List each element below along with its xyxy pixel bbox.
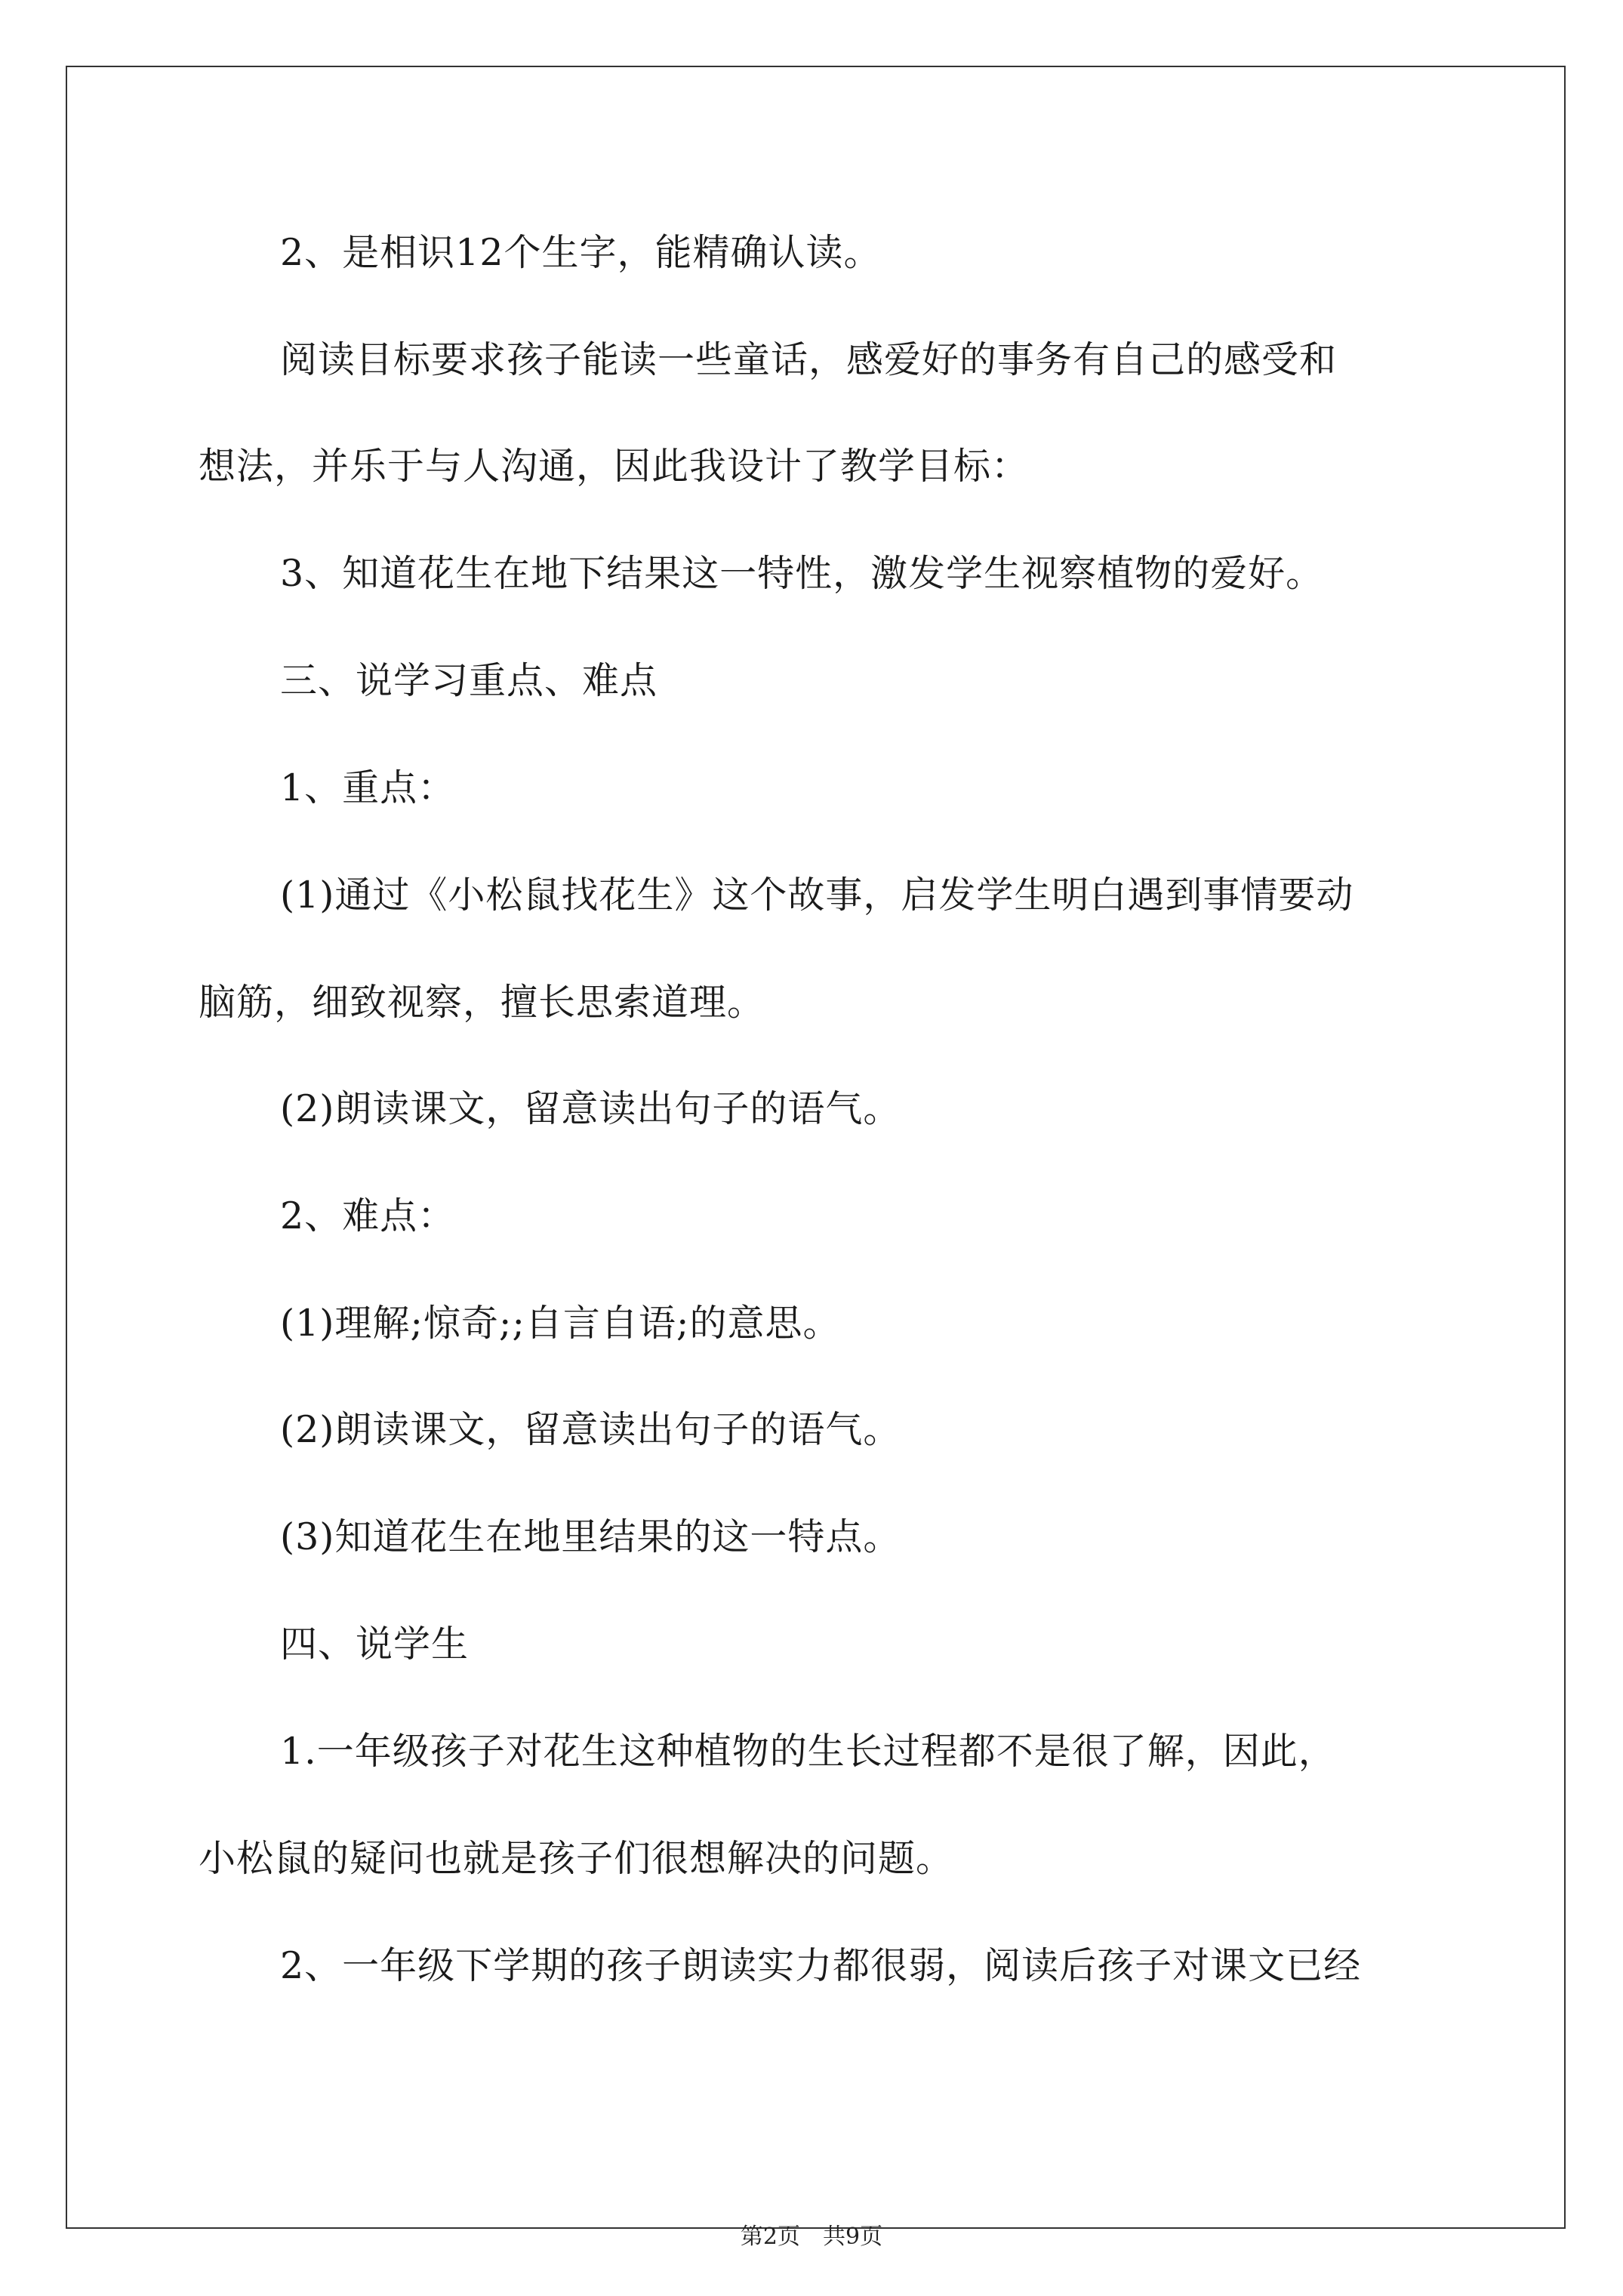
paragraph-line: 2、一年级下学期的孩子朗读实力都很弱，阅读后孩子对课文已经 — [280, 1944, 1362, 1987]
section-heading: 四、说学生 — [280, 1623, 470, 1666]
subheading: 1、重点： — [280, 766, 456, 809]
page-number-footer: 第2页 共9页 — [740, 2224, 883, 2250]
paragraph-line: 小松鼠的疑问也就是孩子们很想解决的问题。 — [199, 1837, 954, 1880]
paragraph-line: 2、是相识12个生字，能精确认读。 — [280, 231, 882, 274]
paragraph-line: (3)知道花生在地里结果的这一特点。 — [280, 1515, 901, 1558]
section-heading: 三、说学习重点、难点 — [280, 659, 658, 702]
paragraph-line: 1.一年级孩子对花生这种植物的生长过程都不是很了解，因此， — [280, 1730, 1336, 1773]
paragraph-line: (2)朗读课文，留意读出句子的语气。 — [280, 1087, 901, 1130]
paragraph-line: 阅读目标要求孩子能读一些童话，感爱好的事务有自己的感受和 — [280, 338, 1338, 381]
paragraph-line: (1)理解;惊奇;;自言自语;的意思。 — [280, 1302, 841, 1345]
paragraph-line: 想法，并乐于与人沟通，因此我设计了教学目标： — [199, 445, 1030, 488]
subheading: 2、难点： — [280, 1194, 456, 1237]
paragraph-line: 3、知道花生在地下结果这一特性，激发学生视察植物的爱好。 — [280, 552, 1324, 595]
paragraph-line: 脑筋，细致视察，擅长思索道理。 — [199, 981, 765, 1024]
paragraph-line: (2)朗读课文，留意读出句子的语气。 — [280, 1408, 901, 1451]
paragraph-line: (1)通过《小松鼠找花生》这个故事，启发学生明白遇到事情要动 — [280, 874, 1354, 917]
